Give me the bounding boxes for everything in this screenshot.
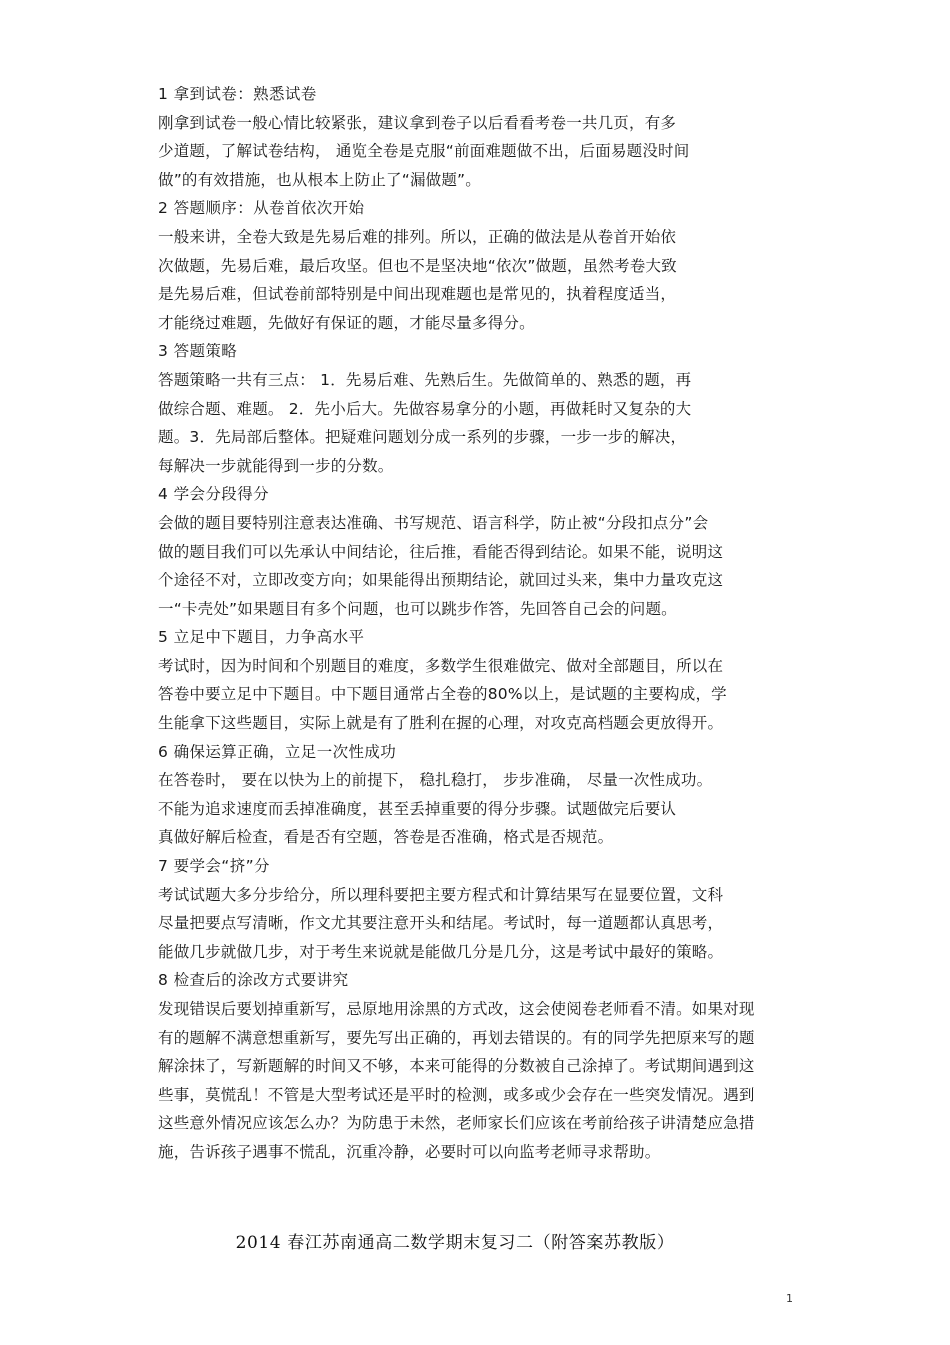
page-number: 1	[786, 1292, 793, 1305]
section-heading: 2 答题顺序：从卷首依次开始	[158, 199, 365, 218]
text-line: 答题策略一共有三点： 1．先易后难、先熟后生。先做简单的、熟悉的题，再	[158, 370, 692, 389]
text-line: 解涂抹了，写新题解的时间又不够，本来可能得的分数被自己涂掉了。考试期间遇到这	[158, 1057, 755, 1076]
text-line: 做”的有效措施，也从根本上防止了“漏做题”。	[158, 170, 481, 189]
text-line: 每解决一步就能得到一步的分数。	[158, 456, 394, 475]
section-heading: 7 要学会“挤”分	[158, 857, 270, 876]
text-line: 个途径不对，立即改变方向；如果能得出预期结论，就回过头来，集中力量攻克这	[158, 571, 724, 590]
text-line: 不能为追求速度而丢掉准确度，甚至丢掉重要的得分步骤。试题做完后要认	[158, 799, 677, 818]
text-line: 会做的题目要特别注意表达准确、书写规范、语言科学，防止被“分段扣点分”会	[158, 513, 709, 532]
text-line: 发现错误后要划掉重新写，忌原地用涂黑的方式改，这会使阅卷老师看不清。如果对现	[158, 1000, 755, 1018]
text-line: 能做几步就做几步，对于考生来说就是能做几分是几分，这是考试中最好的策略。	[158, 942, 724, 961]
text-line: 有的题解不满意想重新写，要先写出正确的，再划去错误的。有的同学先把原来写的题	[158, 1028, 755, 1047]
text-line: 答卷中要立足中下题目。中下题目通常占全卷的80%以上，是试题的主要构成，学	[158, 685, 727, 704]
section-heading: 5 立足中下题目，力争高水平	[158, 628, 365, 647]
text-line: 尽量把要点写清晰，作文尤其要注意开头和结尾。考试时，每一道题都认真思考，	[158, 914, 724, 933]
body-text	[158, 80, 808, 1167]
text-line: 一般来讲，全卷大致是先易后难的排列。所以，正确的做法是从卷首开始依	[158, 227, 677, 246]
text-line: 题。3．先局部后整体。把疑难问题划分成一系列的步骤，一步一步的解决，	[158, 428, 687, 447]
section-heading: 1 拿到试卷：熟悉试卷	[158, 85, 317, 103]
text-line: 在答卷时， 要在以快为上的前提下， 稳扎稳打， 步步准确， 尽量一次性成功。	[158, 771, 713, 790]
section-heading: 8 检查后的涂改方式要讲究	[158, 971, 349, 990]
text-line: 刚拿到试卷一般心情比较紧张，建议拿到卷子以后看看考卷一共几页，有多	[158, 113, 677, 132]
text-line: 考试试题大多分步给分，所以理科要把主要方程式和计算结果写在显要位置，文科	[158, 885, 724, 904]
text-line: 做的题目我们可以先承认中间结论，往后推，看能否得到结论。如果不能，说明这	[158, 542, 724, 561]
text-line: 考试时，因为时间和个别题目的难度，多数学生很难做完、做对全部题目，所以在	[158, 656, 724, 675]
text-line: 这些意外情况应该怎么办？为防患于未然，老师家长们应该在考前给孩子讲清楚应急措	[158, 1114, 755, 1133]
section-heading: 3 答题策略	[158, 342, 238, 361]
text-line: 做综合题、难题。 2．先小后大。先做容易拿分的小题，再做耗时又复杂的大	[158, 399, 692, 418]
document-title: 2014 春江苏南通高二数学期末复习二（附答案苏教版）	[235, 1233, 675, 1253]
text-line: 才能绕过难题，先做好有保证的题，才能尽量多得分。	[158, 313, 535, 332]
text-line: 真做好解后检查，看是否有空题，答卷是否准确，格式是否规范。	[158, 828, 614, 847]
section-heading: 6 确保运算正确，立足一次性成功	[158, 742, 397, 761]
text-line: 一“卡壳处”如果题目有多个问题，也可以跳步作答，先回答自己会的问题。	[158, 599, 677, 618]
text-line: 生能拿下这些题目，实际上就是有了胜利在握的心理，对攻克高档题会更放得开。	[158, 714, 724, 733]
text-line: 次做题，先易后难，最后攻坚。但也不是坚决地“依次”做题，虽然考卷大致	[158, 256, 677, 275]
text-line: 施，告诉孩子遇事不慌乱，沉重冷静，必要时可以向监考老师寻求帮助。	[158, 1142, 661, 1161]
text-line: 少道题，了解试卷结构， 通览全卷是克服“前面难题做不出，后面易题没时间	[158, 142, 690, 161]
text-line: 是先易后难，但试卷前部特别是中间出现难题也是常见的，执着程度适当，	[158, 285, 677, 304]
text-line: 些事，莫慌乱！不管是大型考试还是平时的检测，或多或少会存在一些突发情况。遇到	[158, 1085, 755, 1104]
section-heading: 4 学会分段得分	[158, 485, 269, 504]
